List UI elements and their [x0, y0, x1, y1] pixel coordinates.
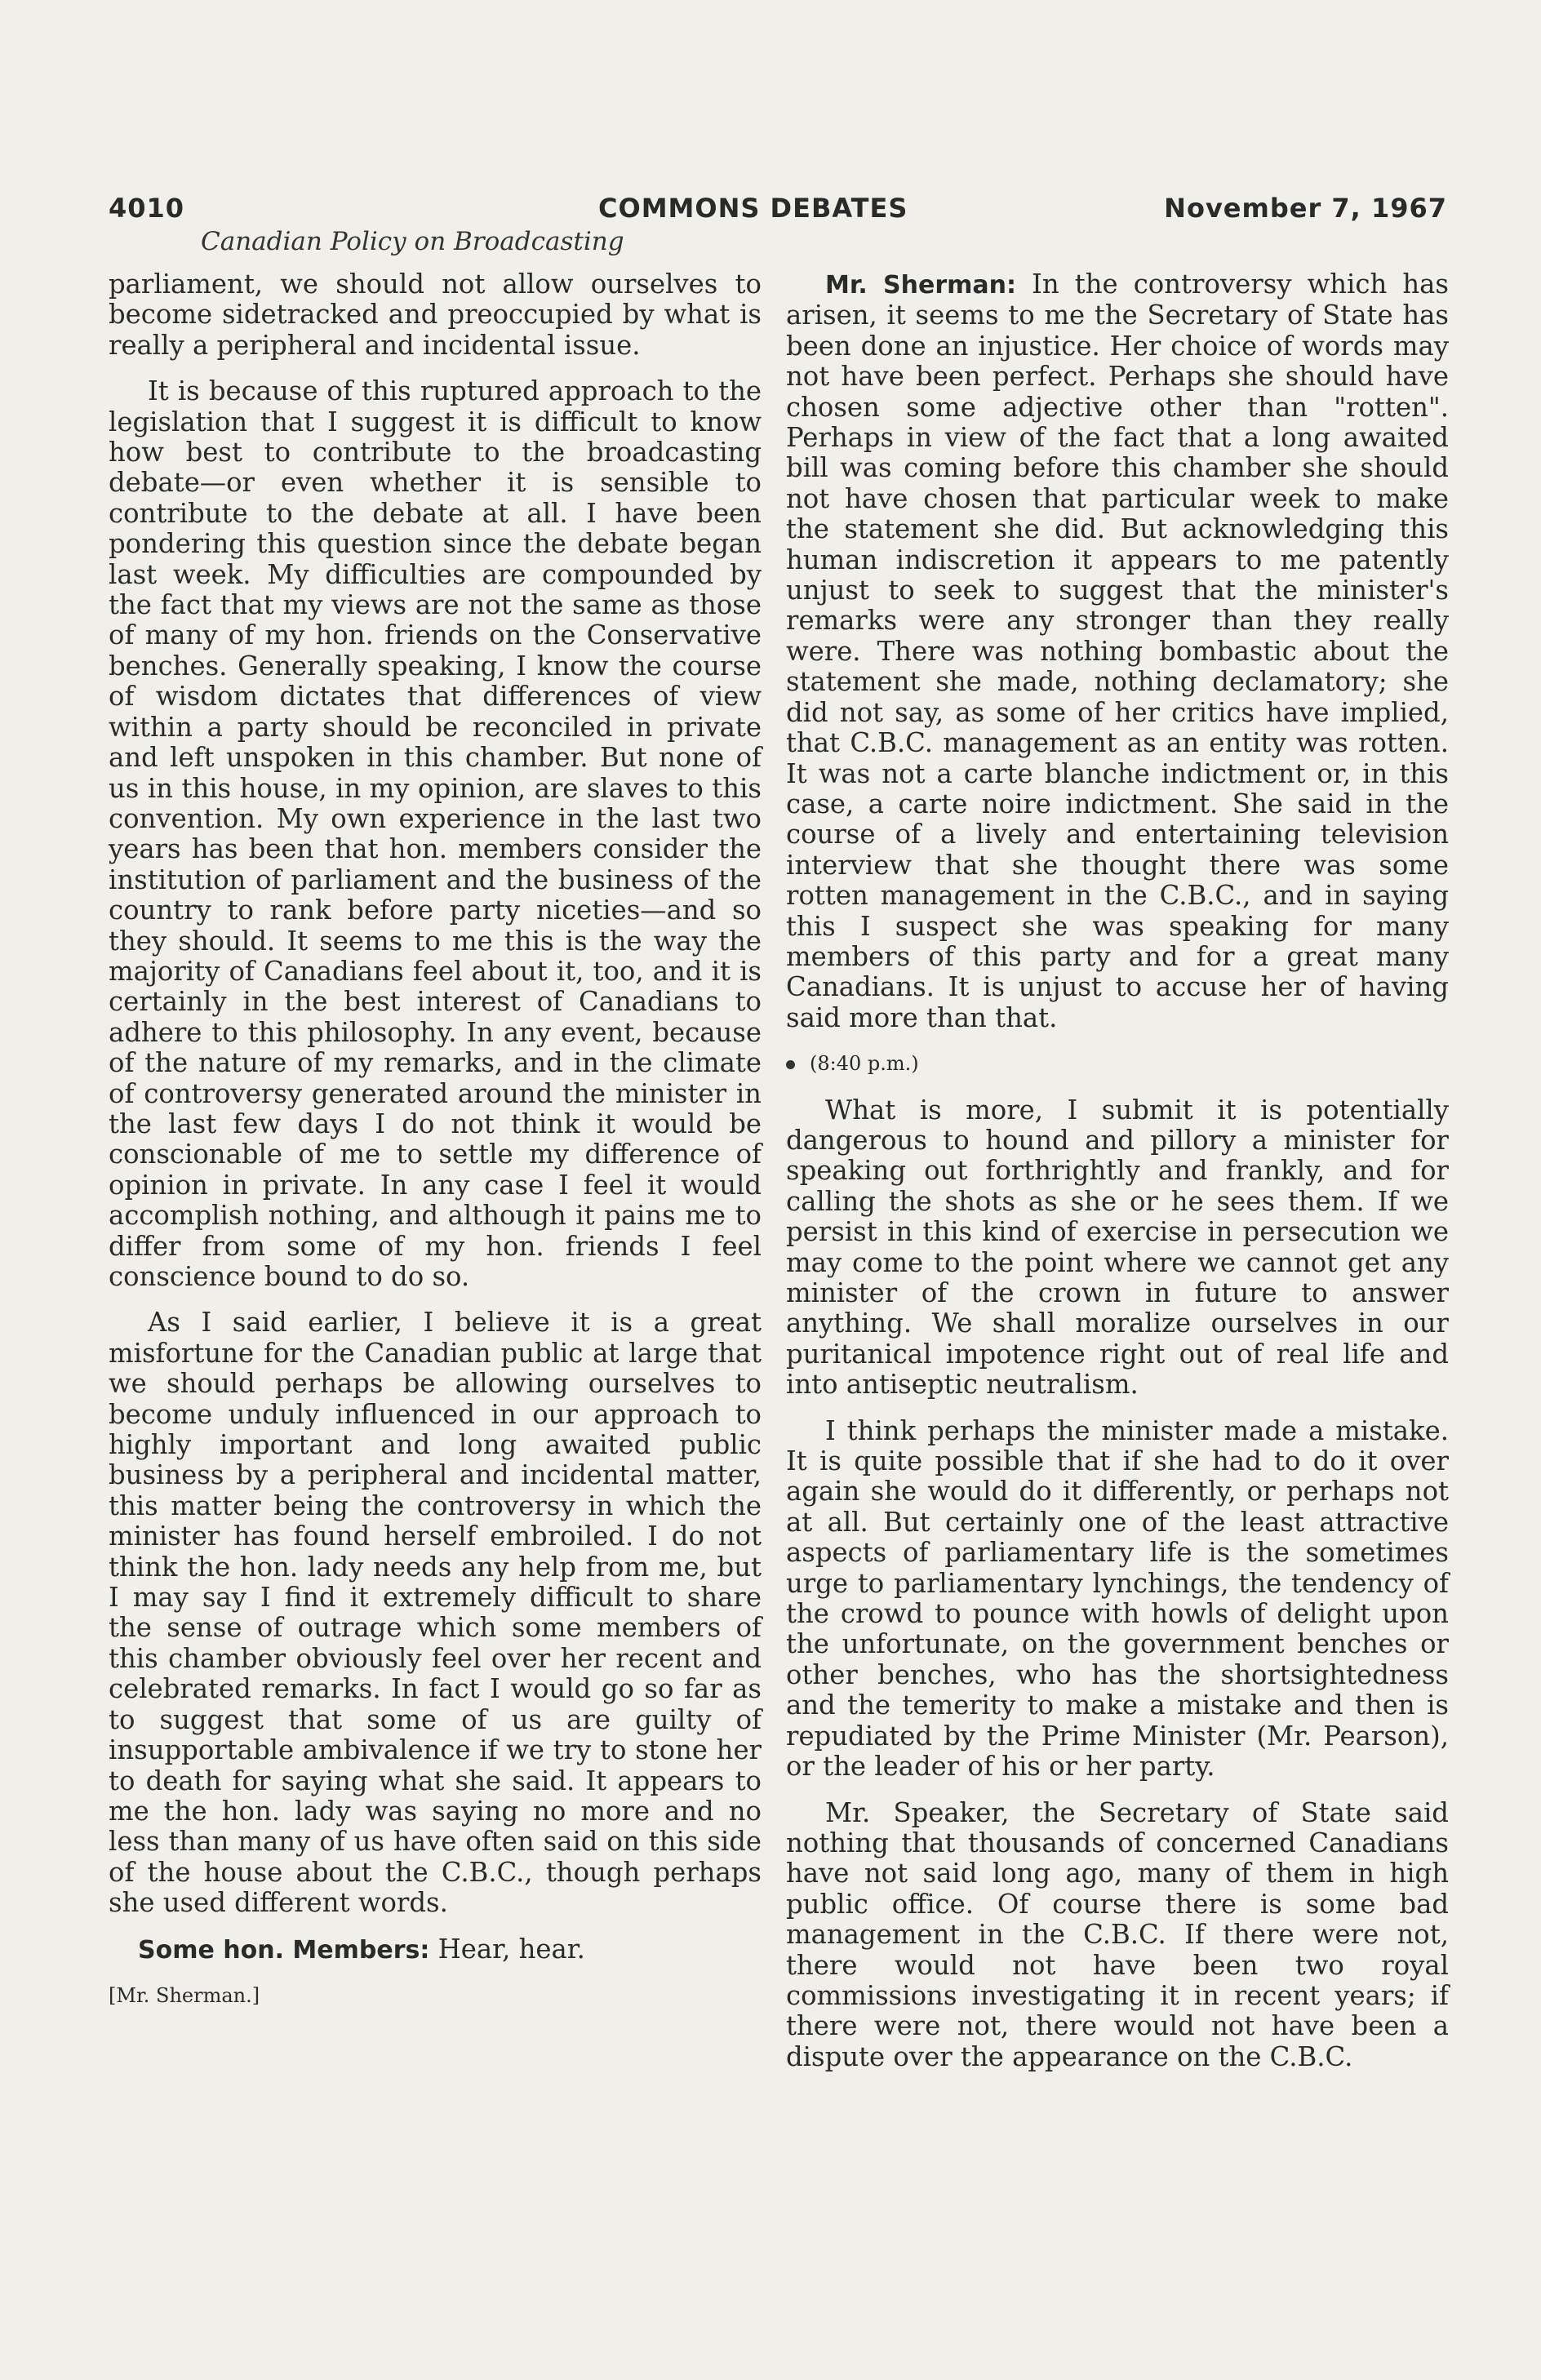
time-marker-text: (8:40 p.m.)	[810, 1052, 919, 1076]
speech-text: In the controversy which has arisen, it seems to me the Secretary of State has been done an injustice. Her choice of words may not have been perfect. Perhaps she should have chosen some adjective other than "rotten". Perhaps in view of the fact that a long awaited bill was coming before this chamber she should not have chosen that particular week to make the statement she did. But acknowledging this human indiscretion it appears to me patently unjust to seek to suggest that the minister's remarks were any stronger than they really were. There was nothing bombastic about the statement she made, nothing declamatory; she did not say, as some of her critics have implied, that C.B.C. management as an entity was rotten. It was not a carte blanche indictment or, in this case, a carte noire indictment. She said in the course of a lively and entertaining television interview that she thought there was some rotten management in the C.B.C., and in saying this I suspect she was speaking for many members of this party and for a great many Canadians. It is unjust to accuse her of having said more than that.	[786, 269, 1449, 1033]
paragraph: What is more, I submit it is potentially dangerous to hound and pillory a minister for speaking out forthrightly and frankly, and for calling the shots as she or he sees them. If we persist in this kind of exercise in persecution we may come to the point where we cannot get any minister of the crown in future to answer anything. We shall moralize ourselves in our puritanical impotence right out of real life and into antiseptic neutralism.	[786, 1094, 1449, 1401]
right-column	[786, 269, 1449, 2088]
speaker-label: Some hon. Members:	[138, 1935, 430, 1965]
page-number: 4010	[109, 193, 185, 224]
speaker-label: Mr. Sherman:	[825, 271, 1016, 300]
running-subhead: Canadian Policy on Broadcasting	[201, 227, 624, 256]
bullet-icon	[786, 1060, 795, 1069]
paragraph: As I said earlier, I believe it is a great misfortune for the Canadian public at large that we should perhaps be allowing ourselves to become unduly influenced in our approach to highly important and long awaited public business by a peripheral and incidental matter, this matter being the controversy in which the minister has found herself embroiled. I do not think the hon. lady needs any help from me, but I may say I find it extremely difficult to share the sense of outrage which some members of this chamber obviously feel over her recent and celebrated remarks. In fact I would go so far as to suggest that some of us are guilty of insupportable ambivalence if we try to stone her to death for saying what she said. It appears to me the hon. lady was saying no more and no less than many of us have often said on this side of the house about the C.B.C., though perhaps she used different words.	[109, 1307, 762, 1919]
paragraph: parliament, we should not allow ourselves to become sidetracked and preoccupied by what is really a peripheral and incidental issue.	[109, 269, 762, 361]
interjection-text: Hear, hear.	[429, 1933, 585, 1965]
speaker-attribution: [Mr. Sherman.]	[109, 1983, 260, 2007]
speaker-interjection	[109, 1934, 762, 1965]
paragraph: I think perhaps the minister made a mistake. It is quite possible that if she had to do it over again she would do it differently, or perhaps not at all. But certainly one of the least attractive aspects of parliamentary life is the sometimes urge to parliamentary lynchings, the tendency of the crowd to pounce with howls of delight upon the unfortunate, on the government benches or other benches, who has the shortsightedness and the temerity to make a mistake and then is repudiated by the Prime Minister (Mr. Pearson), or the leader of his or her party.	[786, 1414, 1449, 1783]
paragraph: Mr. Speaker, the Secretary of State said nothing that thousands of concerned Canadians have not said long ago, many of them in high public office. Of course there is some bad management in the C.B.C. If there were not, there would not have been two royal commissions investigating it in recent years; if there were not, there would not have been a dispute over the appearance on the C.B.C.	[786, 1796, 1449, 2072]
left-column	[109, 269, 762, 2027]
time-marker	[786, 1049, 1449, 1079]
paragraph	[786, 269, 1449, 1033]
paragraph: It is because of this ruptured approach to the legislation that I suggest it is difficult to know how best to contribute to the broadcasting debate—or even whether it is sensible to contribute to the debate at all. I have been pondering this question since the debate began last week. My difficulties are compounded by the fact that my views are not the same as those of many of my hon. friends on the Conservative benches. Generally speaking, I know the course of wisdom dictates that differences of view within a party should be reconciled in private and left unspoken in this chamber. But none of us in this house, in my opinion, are slaves to this convention. My own experience in the last two years has been that hon. members consider the institution of parliament and the business of the country to rank before party niceties—and so they should. It seems to me this is the way the majority of Canadians feel about it, too, and it is certainly in the best interest of Canadians to adhere to this philosophy. In any event, because of the nature of my remarks, and in the climate of controversy generated around the minister in the last few days I do not think it would be conscionable of me to settle my difference of opinion in private. In any case I feel it would accomplish nothing, and although it pains me to differ from some of my hon. friends I feel conscience bound to do so.	[109, 375, 762, 1292]
masthead-title: COMMONS DEBATES	[598, 193, 908, 224]
page-date: November 7, 1967	[1164, 193, 1447, 224]
